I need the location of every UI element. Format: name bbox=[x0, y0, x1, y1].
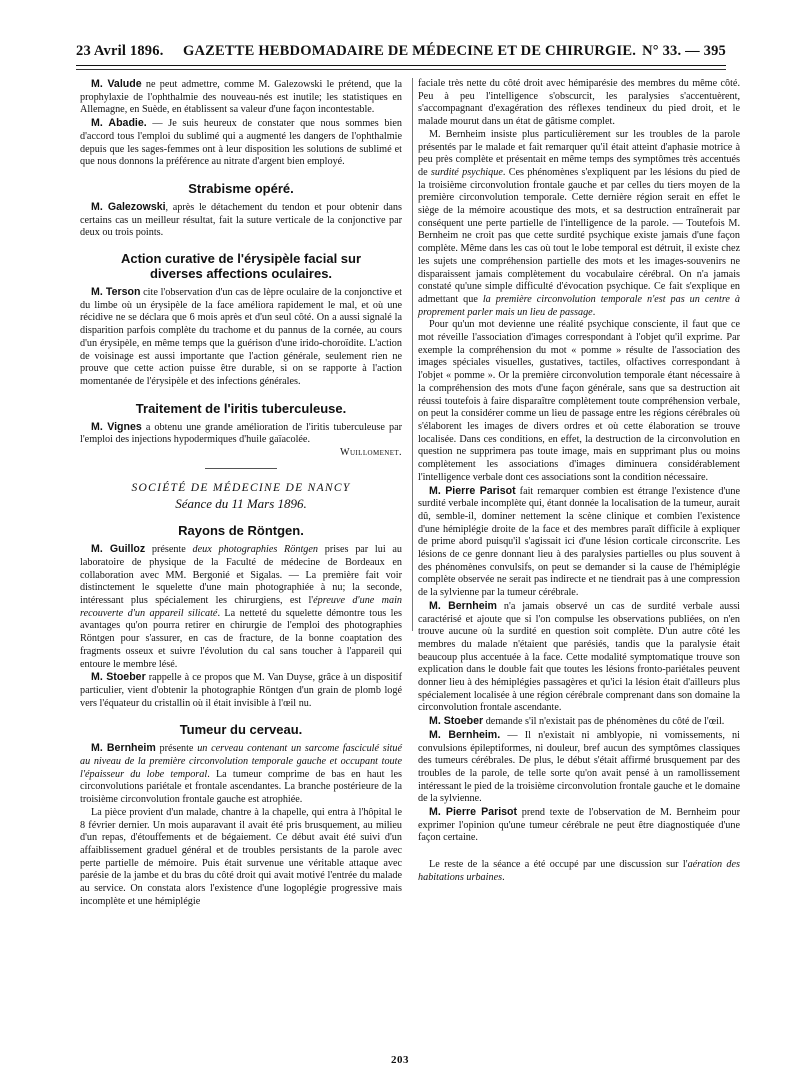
paragraph-parisot: M. Pierre Parisot fait remarquer combien est étrange l'existence d'une surdité verbale incomplète qui, étant donnée la localisation de la tumeur, aurait dû, semble-il, dominer nettement la scène clinique et combien l'existence d'une hémiplégie droite de la face et des membres paraît difficile à expliquer de prime abord puisqu'il s'agissait ici d'une lésion corticale circonscrite. Les lésions de ce genre donnant lieu à des paralysies partielles ou plus souvent à des phénomènes convulsifs, on peut se demander si la cause de l'hémiplégie complète observée ne serait pas indirecte et ne tiendrait pas à une compression de la sylvienne par la tumeur cérébrale. bbox=[418, 484, 740, 599]
speaker-name: M. Valude bbox=[91, 78, 142, 90]
speaker-name: M. Bernheim bbox=[429, 599, 497, 612]
section-separator bbox=[205, 468, 277, 469]
header-rule-thin bbox=[76, 69, 726, 70]
speaker-name: M. Stoeber bbox=[429, 715, 484, 728]
right-column bbox=[418, 78, 740, 885]
society-title: SOCIÉTÉ DE MÉDECINE DE NANCY bbox=[131, 481, 351, 494]
paragraph-continuation: faciale très nette du côté droit avec hémiparésie des membres du même côté. Peu à peu l'intelligence s'obscurcit, les paralysies s'accentuèrent, s'accompagnant d'exagération des réflexes tendineux du pied droit, et le malade mourut dans un état de gâtisme complet. bbox=[418, 78, 740, 128]
speaker-name: M. Pierre Parisot bbox=[429, 484, 516, 497]
speaker-name: M. Bernheim bbox=[91, 742, 156, 755]
speaker-name: M. Vignes bbox=[91, 420, 142, 433]
speaker-name: M. Abadie. bbox=[91, 117, 147, 130]
paragraph-bernheim: M. Bernheim présente un cerveau contenant un sarcome fasciculé situé au niveau de la première circonvolution temporale gauche et occupant toute l'épaisseur du lobe temporal. La tumeur comprime de bas en haut les circonvolutions pariétale et frontale ascendantes. La branche postérieure de la troisième circonvolution frontale gauche est atrophiée. bbox=[80, 742, 402, 806]
column-divider bbox=[412, 78, 413, 631]
speaker-name: M. Guilloz bbox=[91, 543, 146, 556]
author-signature: Wuillomenet. bbox=[339, 447, 402, 459]
paragraph-bernheim-reply: M. Bernheim n'a jamais observé un cas de surdité verbale aussi caractérisé et ajoute que si l'on compulse les observations publiées, on n'en trouve aucune où la surdité en question soit complète. D'un autre côté les membres du malade n'étaient que parésiés, tandis que la paralysie était beaucoup plus accentuée à la face. Cette modalité symptomatique trouve son explication dans le double fait que toutes les lésions fronto-pariétales peuvent donner lieu à des hémiplégies passagères et qu'ici la lésion était d'ailleurs plus spécialement localisée à une région cérébrale comprenant dans son domaine la circonvolution frontale ascendante. bbox=[418, 599, 740, 714]
header-rule-thick bbox=[76, 65, 726, 66]
paragraph-guilloz: M. Guilloz présente deux photographies Röntgen prises par lui au laboratoire de physique de la Faculté de médecine de Bordeaux en collaboration avec MM. Bergonié et Sigalas. — La première fait voir distinctement le squelette d'une main photographiée à nu; la seconde, intéressant plus spécialement les chirurgiens, est l'épreuve d'une main recouverte d'un appareil silicaté. La netteté du squelette démontre tous les avantages qu'on pourra retirer en chirurgie de l'emploi des photographies Röntgen pour s'assurer, en cas de fracture, de la bonne coaptation des fragments osseux et suivre l'évolution du cal sans toucher à l'appareil qui entoure le membre lésé. bbox=[80, 543, 402, 670]
header-date: 23 Avril 1896. bbox=[76, 43, 164, 59]
paragraph-stoeber: M. Stoeber rappelle à ce propos que M. Van Duyse, grâce à un dispositif particulier, vient d'obtenir la photographie Röntgen d'un grain de plomb logé vers l'équateur du cristallin où il était invisible à l'œil nu. bbox=[80, 671, 402, 709]
paragraph-vignes: M. Vignes a obtenu une grande amélioration de l'iritis tuberculeuse par l'emploi des injections hypodermiques d'huile gaïacolée. bbox=[80, 420, 402, 446]
header-journal-title: GAZETTE HEBDOMADAIRE DE MÉDECINE ET DE CHIRURGIE. bbox=[183, 43, 637, 59]
session-date: Séance du 11 Mars 1896. bbox=[175, 496, 307, 512]
paragraph-valude: M. Valude ne peut admettre, comme M. Galezowski le prétend, que la prophylaxie de l'ophthalmie des nouveau-nés est inutile; les statistiques en Allemagne, en Suède, en établissent sa valeur d'une façon incontestable. bbox=[80, 78, 402, 116]
left-column bbox=[80, 78, 402, 908]
paragraph-case-history: La pièce provient d'un malade, chantre à la chapelle, qui entra à l'hôpital le 8 février dernier. Un mois auparavant il avait été pris brusquement, au milieu d'un repas, d'étouffements et de bégaiement. Ce début avait été suivi d'un affaiblissement graduel général et de troubles persistants de la parole avec perte partielle de mémoire. Puis était survenue une véritable attaque avec parésie de la jambe et du bras du côté droit qui avait motivé l'entrée du malade au service. On constata alors l'existence d'une logoplégie progressive mais incomplète et une hémiplégie bbox=[80, 806, 402, 907]
paragraph-galezowski: M. Galezowski, après le détachement du tendon et pour obtenir dans certains cas un meilleur résultat, fait la suture verticale de la conjonctive par deux ou trois points. bbox=[80, 200, 402, 239]
paragraph-bernheim-surdite: M. Bernheim insiste plus particulièrement sur les troubles de la parole présentés par le malade et fait remarquer qu'il était atteint d'aphasie motrice à peu près complète et présentait en même temps des symptômes très accentués de surdité psychique. Ces phénomènes s'expliquent par les lésions du pied de la troisième circonvolution frontale gauche et par celles du tiers moyen de la première circonvolution temporale. Cette dernière région serait en effet le siège de la mémoire acoustique des mots, et sa destruction entraînerait par conséquent une perte partielle de l'intelligence de la parole. — Toutefois M. Bernheim ne croit pas que cette surdité psychique existe jamais d'une façon complète. Même dans les cas où tout le lobe temporal est détruit, il existe chez les sujets une compréhension partielle des mots et les images-souvenirs ne disparaissent jamais complètement du vocabulaire cérébral. On n'a jamais constaté qu'une simple difficulté d'évocation psychique. Ce fait s'explique en admettant que la première circonvolution temporale n'est pas un centre à proprement parler mais un lieu de passage. bbox=[418, 128, 740, 318]
section-heading-strabisme: Strabisme opéré. bbox=[188, 180, 294, 196]
running-header bbox=[76, 40, 726, 62]
speaker-name: M. Stoeber bbox=[91, 671, 146, 684]
paragraph-closing: Le reste de la séance a été occupé par une discussion sur l'aération des habitations urbaines. bbox=[418, 859, 740, 883]
paragraph-terson: M. Terson cite l'observation d'un cas de lèpre oculaire de la conjonctive et du limbe où un érysipèle de la face améliora rapidement le mal, et où une récidive ne se déclara que 6 mois après et d'un seul côté. On a aussi signalé la disparition parfois complète du trachome et du pannus de la cornée, au cours d'un érysipèle, en même temps que la guérison d'une irido-choroïdite. L'action de voisinage est aussi importante que l'action générale, seulement rien ne prouve que cette action puisse être durable, si on se rapporte à l'action momentanée de l'érysipèle et des infections générales. bbox=[80, 286, 402, 387]
paragraph-parisot-opinion: M. Pierre Parisot prend texte de l'observation de M. Bernheim pour exprimer l'opinion qu'une tumeur cérébrale ne peut être diagnostiquée d'une façon certaine. bbox=[418, 806, 741, 844]
speaker-name: M. Bernheim. bbox=[429, 728, 501, 741]
section-heading-tumeur: Tumeur du cerveau. bbox=[179, 722, 303, 738]
paragraph-mot-pomme: Pour qu'un mot devienne une réalité psychique consciente, il faut que ce mot réveille l'association d'images correspondant à l'objet qu'il exprime. Par exemple la compréhension du mot « pomme » résulte de l'association des images spéciales visuelles, gustatives, tactiles, olfactives correspondant à l'objet « pomme ». Or la première circonvolution temporale étant nécessaire à la compréhension des mots d'une façon générale, sans que sa destruction ait réussi toutefois à faire disparaître complètement toute compréhension verbale, on peut la considérer comme un lieu de passage entre les régions cérébrales où s'élaborent les images de divers ordres et où cette élaboration se trouve localisée. Dans ces conditions, en effet, la destruction de la circonvolution en question ne supprimera pas toute image, mais en supprimant plus ou moins complètement les associations d'images diminuera considérablement l'intelligence verbale dont ces associations sont la condition nécessaire. bbox=[418, 319, 740, 483]
page-folio: 203 bbox=[391, 1054, 409, 1066]
paragraph-stoeber-question: M. Stoeber demande s'il n'existait pas de phénomènes du côté de l'œil. bbox=[429, 715, 725, 728]
paragraph-abadie: M. Abadie. — Je suis heureux de constater que nous sommes bien d'accord tous l'emploi du sublimé qui a augmenté les dangers de l'ophthalmie depuis que les sages-femmes ont à leur disposition les solutions de sublimé et que nous donnons la préférence au nitrate d'argent bien employé. bbox=[80, 117, 402, 168]
speaker-name: M. Terson bbox=[91, 286, 141, 299]
paragraph-bernheim-answer: M. Bernheim. — Il n'existait ni amblyopie, ni vomissements, ni convulsions épileptiformes, ni douleur, bref aucun des symptômes classiques des tumeurs cérébrales. De plus, le début s'était affirmé brusquement par des troubles de la parole, de telle sorte qu'on avait pensé à un ramollissement intéressant le pied de la troisième circonvolution frontale gauche et le domaine de la sylvienne. bbox=[418, 728, 740, 805]
header-issue-page: N° 33. — 395 bbox=[642, 43, 726, 59]
speaker-name: M. Galezowski bbox=[91, 200, 166, 213]
section-heading-rontgen: Rayons de Röntgen. bbox=[178, 523, 304, 539]
section-heading-erysipele: Action curative de l'érysipèle facial sur diverses affections oculaires. bbox=[120, 251, 362, 282]
section-heading-iritis: Traitement de l'iritis tuberculeuse. bbox=[135, 400, 347, 416]
speaker-name: M. Pierre Parisot bbox=[429, 806, 518, 819]
